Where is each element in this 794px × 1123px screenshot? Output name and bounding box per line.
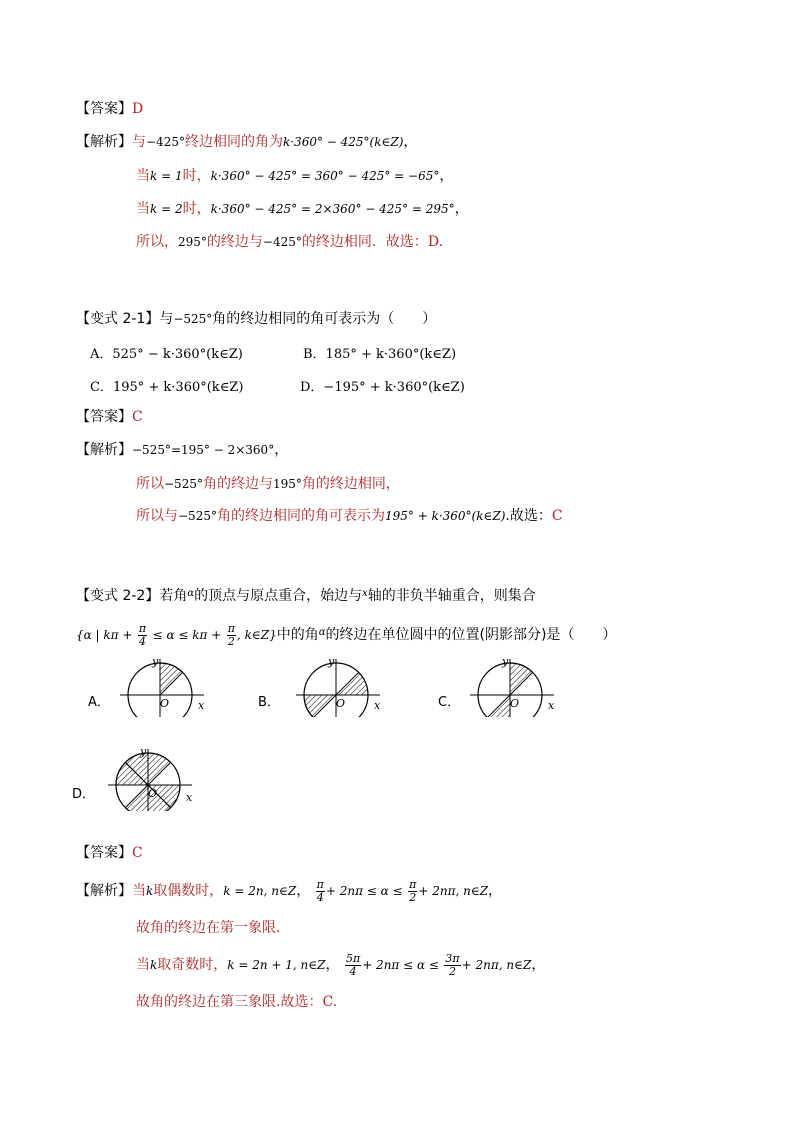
text: 取奇数时， — [157, 957, 228, 973]
text: 终边相同的角为 — [184, 134, 283, 150]
answer-label: 【答案】 — [76, 409, 132, 425]
y-label: y — [502, 655, 509, 668]
figure-label-d[interactable]: D． — [72, 787, 96, 802]
math: −425° — [262, 235, 302, 249]
text: 故角的终边在第三象限.故选： — [136, 994, 323, 1010]
math: + 2nπ ≤ α ≤ — [325, 884, 403, 898]
text: ， — [274, 442, 289, 458]
math: k = 2n + 1, n∈Z — [227, 958, 326, 972]
text: 角的终边相同的角可表示为（ ） — [212, 311, 437, 327]
text: 所以， — [136, 234, 178, 250]
x-label: x — [186, 791, 193, 804]
origin-label: O — [148, 787, 158, 800]
shaded-sector — [336, 672, 368, 695]
analysis-line-3 — [136, 199, 469, 219]
text: 当 — [132, 883, 146, 899]
figure-label-c[interactable]: C． — [438, 695, 461, 710]
math: + 2nπ ≤ α ≤ — [362, 958, 439, 972]
text: 时， — [182, 168, 211, 184]
text: 与 — [132, 134, 146, 150]
analysis-line-3-2 — [136, 918, 280, 938]
analysis-line-2 — [136, 166, 453, 186]
text: 与 — [159, 311, 174, 327]
analysis-line-2-3 — [136, 506, 563, 526]
answer-line-3 — [76, 843, 143, 863]
answer-value: C — [132, 845, 143, 861]
text: 当 — [136, 168, 150, 184]
math: k = 1 — [150, 169, 183, 183]
analysis-line-2-2 — [136, 474, 400, 494]
analysis-line-3-1 — [76, 876, 502, 906]
math: 195° — [272, 477, 302, 491]
origin-label: O — [336, 697, 346, 710]
text: 的终边与 — [206, 234, 263, 250]
text: 角的终边相同， — [301, 476, 400, 492]
text: 若角 — [159, 588, 188, 604]
analysis-label: 【解析】 — [76, 442, 132, 458]
math: k — [146, 884, 154, 898]
math: −525°=195° − 2×360° — [132, 443, 275, 457]
origin-label: O — [160, 697, 170, 710]
option-d[interactable]: D．−195° + k·360°(k∈Z) — [300, 380, 465, 395]
text: ， — [403, 134, 418, 150]
math: , k∈Z} — [236, 628, 277, 642]
answer-choice: C. — [322, 994, 338, 1010]
math: {α | kπ + — [76, 628, 133, 642]
analysis-line-4 — [136, 232, 443, 252]
denominator: 4 — [316, 890, 324, 904]
text: 的顶点与原点重合，始边与 — [194, 588, 363, 604]
question-title: 【变式 2-2】 — [76, 588, 160, 604]
x-label: x — [198, 699, 205, 712]
math: α — [318, 627, 326, 638]
text: 当 — [136, 957, 150, 973]
question-line-2-1 — [76, 309, 436, 329]
denominator: 4 — [349, 964, 357, 978]
text: 的终边相同．故选： — [301, 234, 428, 250]
text: 角的终边与 — [202, 476, 273, 492]
math: k = 2 — [150, 202, 183, 216]
question-line-3-1 — [76, 584, 536, 606]
answer-label: 【答案】 — [76, 101, 132, 117]
denominator: 2 — [409, 890, 417, 904]
analysis-label: 【解析】 — [76, 883, 132, 899]
text: 中的角 — [276, 627, 319, 643]
figure-b[interactable] — [288, 655, 388, 717]
fraction — [444, 953, 460, 978]
math: −525° — [173, 312, 213, 326]
math: k = 2n, n∈Z — [223, 884, 297, 898]
answer-choice: D. — [427, 234, 444, 250]
math: k·360° − 425° = 2×360° − 425° = 295° — [210, 202, 455, 216]
denominator: 4 — [139, 634, 146, 648]
fraction — [408, 879, 417, 904]
fraction — [138, 623, 147, 648]
math: α — [187, 588, 195, 599]
math: k — [150, 958, 158, 972]
fraction — [316, 879, 325, 904]
text: .故选： — [505, 508, 552, 524]
math: k·360° − 425° = 360° − 425° = −65° — [210, 169, 440, 183]
fraction — [345, 953, 361, 978]
analysis-line-3-4 — [136, 992, 337, 1012]
denominator: 2 — [227, 634, 235, 648]
option-b[interactable]: B．185° + k·360°(k∈Z) — [303, 347, 457, 362]
x-label: x — [374, 699, 381, 712]
y-label: y — [328, 655, 335, 668]
question-line-3-2 — [76, 616, 616, 652]
math: −525° — [164, 477, 203, 491]
fraction — [227, 623, 236, 648]
math: + 2nπ, n∈Z — [418, 884, 489, 898]
figure-a[interactable] — [112, 655, 212, 717]
text: ， — [325, 957, 340, 973]
math: −525° — [178, 509, 217, 523]
math: 295° — [178, 235, 207, 249]
origin-label: O — [510, 697, 520, 710]
text: ， — [439, 168, 454, 184]
figure-label-a[interactable]: A． — [88, 695, 110, 710]
text: ， — [454, 201, 469, 217]
text: 当 — [136, 201, 150, 217]
math: ≤ α ≤ kπ + — [152, 628, 222, 642]
y-label: y — [140, 745, 147, 758]
numerator: π — [227, 621, 235, 635]
text: 轴的非负半轴重合，则集合 — [367, 588, 536, 604]
analysis-line-1 — [76, 132, 417, 152]
math: + 2nπ, n∈Z — [461, 958, 532, 972]
math: k·360° − 425°(k∈Z) — [282, 135, 404, 149]
analysis-line-3-3 — [136, 950, 545, 980]
shaded-sector — [487, 695, 510, 717]
math: −425° — [146, 135, 185, 149]
numerator: π — [316, 877, 324, 891]
analysis-line-2-1 — [76, 440, 288, 460]
answer-line-1 — [76, 99, 143, 119]
option-a[interactable]: A．525° − k·360°(k∈Z) — [90, 347, 243, 362]
numerator: 5π — [345, 951, 361, 965]
numerator: π — [138, 621, 147, 635]
figure-label-b[interactable]: B． — [258, 695, 280, 710]
analysis-label: 【解析】 — [76, 134, 132, 150]
shaded-sector — [510, 663, 533, 695]
text: 所以与 — [136, 508, 178, 524]
text: 所以 — [136, 476, 164, 492]
text: ， — [488, 883, 503, 899]
math: 195° + k·360°(k∈Z) — [384, 509, 506, 523]
text: 故角的终边在第一象限. — [136, 920, 281, 936]
shaded-sector — [148, 753, 171, 785]
answer-line-2 — [76, 407, 143, 427]
x-label: x — [548, 699, 555, 712]
math: x — [362, 588, 368, 599]
numerator: 3π — [445, 951, 460, 965]
text: 时， — [182, 201, 211, 217]
option-c[interactable]: C．195° + k·360°(k∈Z) — [90, 380, 244, 395]
text: 的终边在单位圆中的位置(阴影部分)是（ ） — [325, 627, 617, 643]
denominator: 2 — [449, 964, 457, 978]
text: ， — [296, 883, 311, 899]
answer-choice: C — [551, 508, 563, 524]
y-label: y — [152, 655, 159, 668]
text: 取偶数时， — [153, 883, 224, 899]
question-title: 【变式 2-1】 — [76, 311, 160, 327]
shaded-sector — [304, 695, 336, 717]
text: 角的终边相同的角可表示为 — [216, 508, 385, 524]
figure-d[interactable] — [100, 745, 200, 811]
numerator: π — [409, 877, 417, 891]
shaded-sector — [160, 663, 183, 695]
shaded-sector — [125, 785, 148, 811]
figure-c[interactable] — [462, 655, 562, 717]
answer-value: C — [132, 409, 143, 425]
answer-value: D — [132, 101, 144, 117]
text: ， — [531, 957, 546, 973]
answer-label: 【答案】 — [76, 845, 132, 861]
